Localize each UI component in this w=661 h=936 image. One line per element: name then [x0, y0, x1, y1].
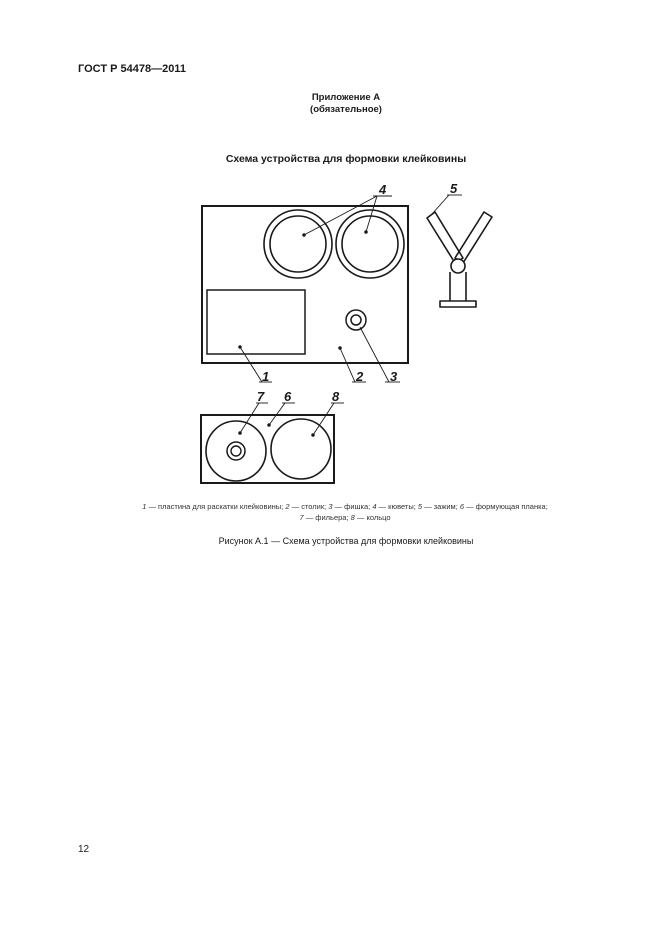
- label-8: 8: [332, 389, 340, 404]
- label-5: 5: [450, 181, 458, 196]
- label-3: 3: [390, 369, 398, 384]
- legend-num: 6: [459, 502, 465, 511]
- legend-num: 8: [350, 513, 355, 522]
- figure-caption: Рисунок А.1 — Схема устройства для формовки клейковины: [218, 536, 474, 546]
- chip-inner: [351, 315, 361, 325]
- cuvette-right-inner: [342, 216, 398, 272]
- appendix-title: Приложение А: [311, 92, 381, 103]
- legend-text: — кюветы;: [376, 502, 418, 511]
- leader-lines: [239, 195, 462, 436]
- cuvette-left-inner: [270, 216, 326, 272]
- label-2: 2: [356, 369, 364, 384]
- legend-text: — формующая планка;: [464, 502, 548, 511]
- legend-text: — фишка;: [332, 502, 373, 511]
- page-number: 12: [78, 844, 90, 855]
- legend-text: — фильера;: [303, 513, 351, 522]
- label-6: 6: [284, 389, 292, 404]
- label-7: 7: [257, 389, 265, 404]
- figure-legend: [95, 501, 595, 523]
- die-hole-outer: [227, 442, 245, 460]
- scheme-title: Схема устройства для формовки клейковины: [225, 153, 467, 165]
- legend-num: 2: [285, 502, 290, 511]
- legend-num: 1: [142, 502, 147, 511]
- die-outline: [206, 421, 266, 481]
- label-1: 1: [262, 369, 270, 384]
- chip-outer: [346, 310, 366, 330]
- legend-line-1: [95, 501, 595, 512]
- legend-num: 7: [299, 513, 304, 522]
- appendix-status: (обязательное): [310, 104, 382, 115]
- legend-line-2: [95, 512, 595, 523]
- label-4: 4: [379, 182, 387, 197]
- legend-num: 5: [417, 502, 423, 511]
- legend-text: — пластина для раскатки клейковины;: [146, 502, 286, 511]
- clamp-drawing: [427, 212, 492, 307]
- legend-text: — зажим;: [422, 502, 460, 511]
- legend-num: 3: [328, 502, 333, 511]
- legend-text: — столик;: [289, 502, 329, 511]
- rolling-plate: [207, 290, 305, 354]
- legend-text: — кольцо: [354, 513, 391, 522]
- legend-num: 4: [372, 502, 377, 511]
- die-hole-inner: [231, 446, 241, 456]
- cuvette-left-outer: [264, 210, 332, 278]
- standard-header: ГОСТ Р 54478—2011: [78, 63, 186, 75]
- ring-outline: [271, 419, 331, 479]
